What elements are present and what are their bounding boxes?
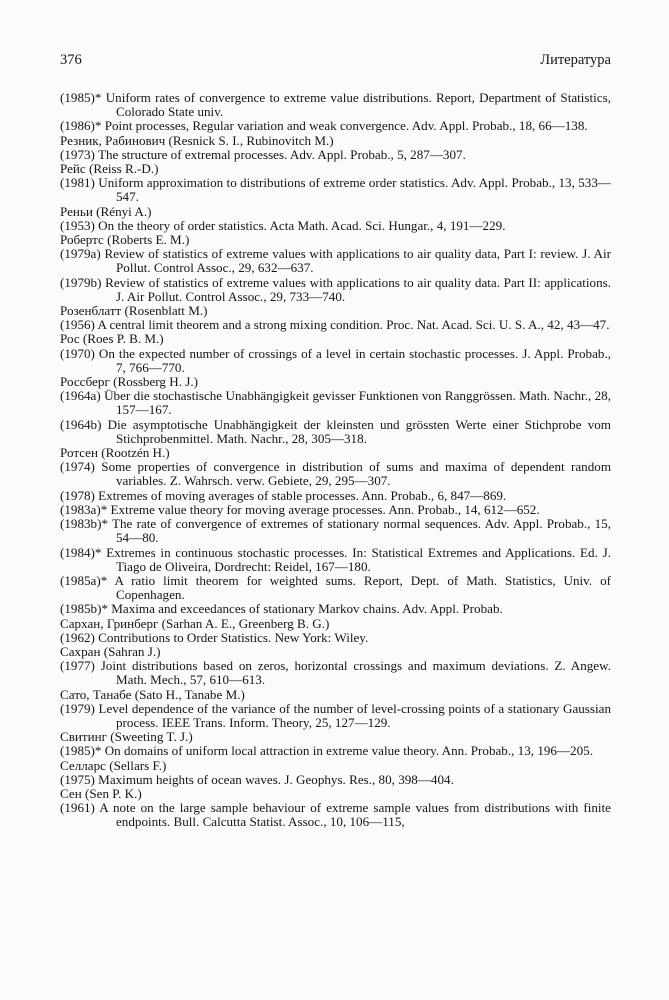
reference-entry: (1977) Joint distributions based on zeros, horizontal crossings and maximum deviations. Z. Angew. Math. Mech., 57, 610—613.: [60, 658, 611, 688]
reference-entry: (1985)* Uniform rates of convergence to extreme value distributions. Report, Department of Statistics, Colorado State univ.: [60, 90, 611, 120]
author-heading: Реньи (Rényi A.): [60, 203, 152, 219]
author-heading: Свитинг (Sweeting T. J.): [60, 729, 193, 745]
author-heading: Сато, Танабе (Sato H., Tanabe M.): [60, 686, 245, 702]
running-head: Литература: [540, 52, 611, 68]
reference-entry: (1964a) Über die stochastische Unabhängigkeit gevisser Funktionen von Ranggrössen. Math. Nachr., 28, 157—167.: [60, 388, 611, 418]
reference-entry: (1985a)* A ratio limit theorem for weighted sums. Report, Dept. of Math. Statistics, Univ. of Copenhagen.: [60, 572, 611, 603]
reference-entry: (1979b) Review of statistics of extreme values with applications to air quality data. Part II: applications. J. Air Pollut. Control Assoc., 29, 733—740.: [60, 274, 611, 304]
author-heading: Робертс (Roberts E. M.): [60, 232, 190, 248]
reference-entry: (1979a) Review of statistics of extreme values with applications to air quality data, Part I: review. J. Air Pollut. Control Assoc., 29, 632—637.: [60, 246, 611, 276]
reference-entry: (1979) Level dependence of the variance of the number of level-crossing points of a stationary Gaussian process. IEEE Trans. Inform. Theory, 25, 127—129.: [60, 700, 611, 730]
author-heading: Рос (Roes P. B. M.): [60, 331, 164, 347]
reference-entry: (1964b) Die asymptotische Unabhängigkeit der kleinsten und grössten Werte einer Stichprobe vom Stichprobenmittel. Math. Nachr., 28, 305—318.: [60, 416, 611, 446]
reference-entry: (1962) Contributions to Order Statistics. New York: Wiley.: [60, 629, 369, 645]
page-header: [60, 52, 611, 72]
author-heading: Селларс (Sellars F.): [60, 757, 167, 773]
reference-entry: (1985b)* Maxima and exceedances of stationary Markov chains. Adv. Appl. Probab.: [60, 601, 503, 617]
author-heading: Россберг (Rossberg H. J.): [60, 374, 198, 390]
reference-entry: (1986)* Point processes, Regular variation and weak convergence. Adv. Appl. Probab., 18, 66—138.: [60, 118, 588, 134]
page-number: 376: [60, 52, 82, 68]
author-heading: Розенблатт (Rosenblatt M.): [60, 303, 208, 319]
author-heading: Сен (Sen P. K.): [60, 785, 142, 801]
reference-entry: (1984)* Extremes in continuous stochastic processes. In: Statistical Extremes and Applications. Ed. J. Tiago de Oliveira, Dordrecht: Reidel, 167—180.: [60, 544, 611, 574]
author-heading: Сахран (Sahran J.): [60, 643, 161, 659]
author-heading: Сархан, Гринберг (Sarhan A. E., Greenberg B. G.): [60, 615, 330, 631]
reference-entry: (1974) Some properties of convergence in distribution of sums and maxima of dependent random variables. Z. Wahrsch. verw. Gebiete, 29, 295—307.: [60, 459, 611, 489]
reference-entry: (1973) The structure of extremal processes. Adv. Appl. Probab., 5, 287—307.: [60, 146, 466, 162]
reference-entry: (1961) A note on the large sample behaviour of extreme sample values from distributions with finite endpoints. Bull. Calcutta Statist. Assoc., 10, 106—115,: [60, 800, 611, 830]
author-heading: Резник, Рабинович (Resnick S. I., Rubinovitch M.): [60, 132, 334, 148]
reference-entry: (1953) On the theory of order statistics. Acta Math. Acad. Sci. Hungar., 4, 191—229.: [60, 217, 506, 233]
reference-entry: (1985)* On domains of uniform local attraction in extreme value theory. Ann. Probab., 13, 196—205.: [60, 743, 593, 759]
reference-entry: (1983b)* The rate of convergence of extremes of stationary normal sequences. Adv. Appl. Probab., 15, 54—80.: [60, 516, 611, 546]
reference-list: [60, 91, 611, 830]
author-heading: Рейс (Reiss R.-D.): [60, 161, 159, 177]
reference-entry: (1975) Maximum heights of ocean waves. J. Geophys. Res., 80, 398—404.: [60, 771, 454, 787]
reference-entry: (1983a)* Extreme value theory for moving average processes. Ann. Probab., 14, 612—652.: [60, 501, 540, 517]
reference-entry: (1981) Uniform approximation to distributions of extreme order statistics. Adv. Appl. Probab., 13, 533—547.: [60, 175, 611, 205]
reference-entry: (1970) On the expected number of crossings of a level in certain stochastic processes. J. Appl. Probab., 7, 766—770.: [60, 345, 611, 375]
author-heading: Ротсен (Rootzén H.): [60, 445, 170, 461]
reference-entry: (1978) Extremes of moving averages of stable processes. Ann. Probab., 6, 847—869.: [60, 487, 507, 503]
reference-entry: (1956) A central limit theorem and a strong mixing condition. Proc. Nat. Acad. Sci. U. S. A., 42, 43—47.: [60, 317, 610, 333]
